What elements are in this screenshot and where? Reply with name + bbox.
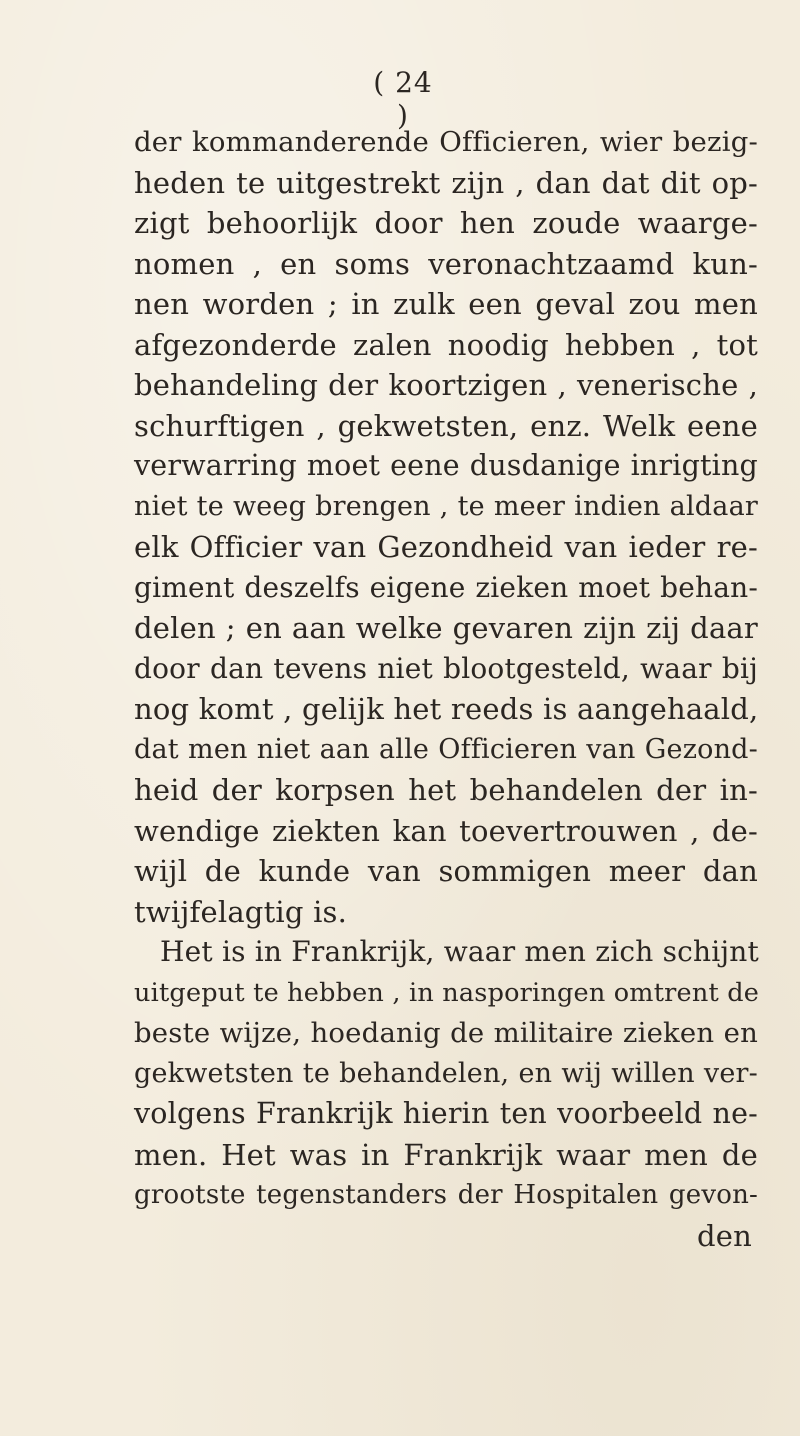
paragraph-start-line: Het is in Frankrijk, waar men zich schijnt (160, 935, 759, 968)
text-line: zigt behoorlijk door hen zoude waarge- (134, 206, 758, 240)
text-line: afgezonderde zalen noodig hebben , tot (134, 327, 758, 362)
text-line: dat men niet aan alle Officieren van Gezond- (134, 733, 758, 765)
text-line: der kommanderende Officieren, wier bezig- (134, 126, 758, 158)
text-line: beste wijze, hoedanig de militaire zieken en (134, 1017, 758, 1049)
text-line: wijl de kunde van sommigen meer dan (134, 854, 758, 888)
page-number: ( 24 ) (373, 66, 433, 132)
text-line: nomen , en soms veronachtzaamd kun- (134, 246, 758, 281)
text-line: verwarring moet eene dusdanige inrigting (134, 449, 758, 482)
text-line: nog komt , gelijk het reeds is aangehaald, (134, 692, 759, 726)
body-text (134, 122, 758, 1256)
text-line: door dan tevens niet blootgesteld, waar bij (134, 651, 758, 685)
text-line: volgens Frankrijk hierin ten voorbeeld ne- (134, 1097, 758, 1130)
paragraph-end-line: twijfelagtig is. (134, 894, 348, 929)
text-line: niet te weeg brengen , te meer indien aldaar (134, 490, 758, 522)
text-line: heid der korpsen het behandelen der in- (134, 773, 758, 807)
text-line: gekwetsten te behandelen, en wij willen ver- (134, 1057, 758, 1089)
text-line: giment deszelfs eigene zieken moet behan- (134, 570, 758, 604)
text-line: delen ; en aan welke gevaren zijn zij daar (134, 611, 758, 645)
text-line: grootste tegenstanders der Hospitalen gevon- (134, 1180, 758, 1210)
text-line: uitgeput te hebben , in nasporingen omtrent de (134, 977, 760, 1008)
text-line: heden te uitgestrekt zijn , dan dat dit op- (134, 165, 758, 200)
text-line: schurftigen , gekwetsten, enz. Welk eene (134, 408, 758, 443)
text-line: nen worden ; in zulk een geval zou men (134, 287, 758, 321)
text-line: wendige ziekten kan toevertrouwen , de- (134, 813, 758, 848)
text-line: men. Het was in Frankrijk waar men de (134, 1137, 758, 1172)
catchword: den (696, 1218, 752, 1253)
text-line: behandeling der koortzigen , venerische , (134, 368, 758, 402)
text-line: elk Officier van Gezondheid van ieder re- (134, 530, 758, 564)
